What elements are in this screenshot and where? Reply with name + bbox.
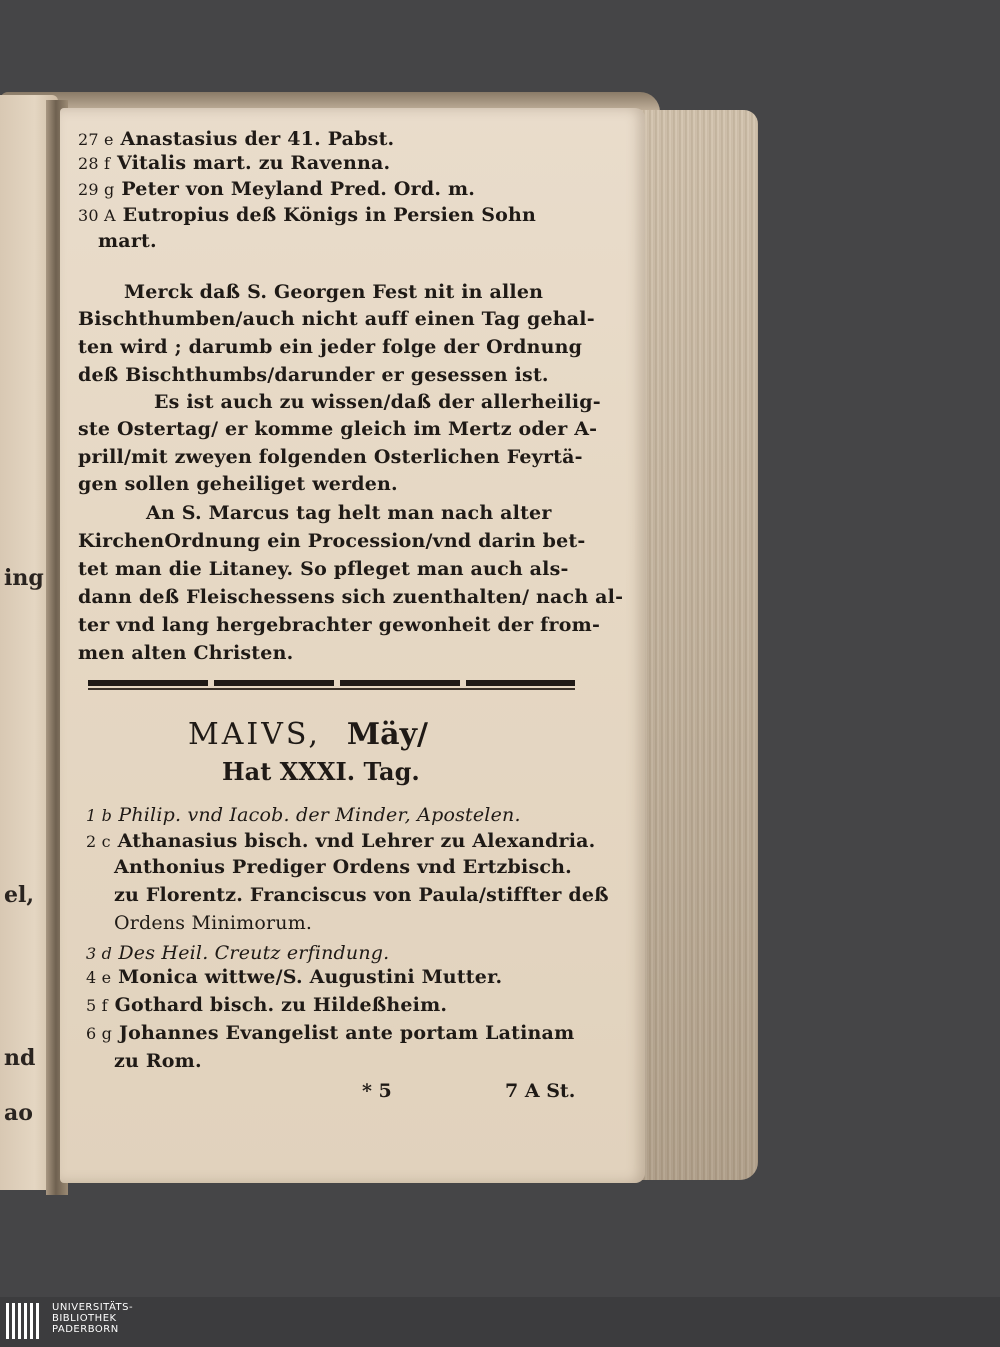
logo-line: UNIVERSITÄTS- <box>52 1302 134 1313</box>
signature-mark: * 5 <box>362 1080 392 1102</box>
left-page-fragment: ing <box>4 565 44 591</box>
footer-bar <box>0 1297 1000 1347</box>
left-page-fragment: nd <box>4 1045 36 1071</box>
section-rule <box>88 680 575 686</box>
logo-line: BIBLIOTHEK <box>52 1313 117 1324</box>
calendar-entry: Ordens Minimorum. <box>114 912 313 934</box>
note-line: prill/mit zweyen folgenden Osterlichen Feyrtä- <box>78 446 583 468</box>
month-latin: MAIVS, <box>188 717 321 752</box>
calendar-entry: 2 c Athanasius bisch. vnd Lehrer zu Alexandria. <box>86 830 596 852</box>
note-line: Merck daß S. Georgen Fest nit in allen <box>124 281 544 303</box>
calendar-entry: 27 e Anastasius der 41. Pabst. <box>78 128 395 150</box>
calendar-entry: 30 A Eutropius deß Königs in Persien Sohn <box>78 204 537 226</box>
calendar-entry: 4 e Monica wittwe/S. Augustini Mutter. <box>86 966 503 988</box>
note-line: tet man die Litaney. So pfleget man auch als- <box>78 558 569 580</box>
calendar-entry: 29 g Peter von Meyland Pred. Ord. m. <box>78 178 476 200</box>
month-heading <box>188 717 428 752</box>
note-line: ter vnd lang hergebrachter gewonheit der from- <box>78 614 601 636</box>
calendar-entry: 5 f Gothard bisch. zu Hildeßheim. <box>86 994 448 1016</box>
note-line: gen sollen geheiliget werden. <box>78 473 398 495</box>
calendar-entry: zu Florentz. Franciscus von Paula/stiffter deß <box>114 884 609 906</box>
library-logo-icon <box>6 1303 44 1339</box>
page-edges-shade <box>630 110 758 1180</box>
month-german: Mäy/ <box>346 717 428 752</box>
note-line: ten wird ; darumb ein jeder folge der Ordnung <box>78 336 583 358</box>
note-line: ste Ostertag/ er komme gleich im Mertz oder A- <box>78 418 598 440</box>
catchword: 7 A St. <box>505 1080 576 1102</box>
calendar-entry: 28 f Vitalis mart. zu Ravenna. <box>78 152 391 174</box>
calendar-entry: 1 b Philip. vnd Iacob. der Minder, Apostelen. <box>86 804 521 826</box>
logo-line: PADERBORN <box>52 1324 119 1335</box>
month-days: Hat XXXI. Tag. <box>222 757 420 786</box>
left-page-fragment: el, <box>4 882 35 908</box>
calendar-entry: 6 g Johannes Evangelist ante portam Latinam <box>86 1022 575 1044</box>
left-page-fragment: ao <box>4 1100 33 1126</box>
calendar-entry: zu Rom. <box>114 1050 202 1072</box>
note-line: deß Bischthumbs/darunder er gesessen ist. <box>78 364 549 386</box>
calendar-entry: mart. <box>98 230 157 252</box>
calendar-entry: 3 d Des Heil. Creutz erfindung. <box>86 942 390 964</box>
library-logo-text <box>52 1302 133 1335</box>
section-rule-thin <box>88 688 575 690</box>
note-line: Bischthumben/auch nicht auff einen Tag gehal- <box>78 308 595 330</box>
note-line: men alten Christen. <box>78 642 294 664</box>
calendar-entry: Anthonius Prediger Ordens vnd Ertzbisch. <box>114 856 572 878</box>
note-line: An S. Marcus tag helt man nach alter <box>146 502 552 524</box>
note-line: Es ist auch zu wissen/daß der allerheilig- <box>154 391 601 413</box>
note-line: KirchenOrdnung ein Procession/vnd darin bet- <box>78 530 586 552</box>
note-line: dann deß Fleischessens sich zuenthalten/ nach al- <box>78 586 624 608</box>
